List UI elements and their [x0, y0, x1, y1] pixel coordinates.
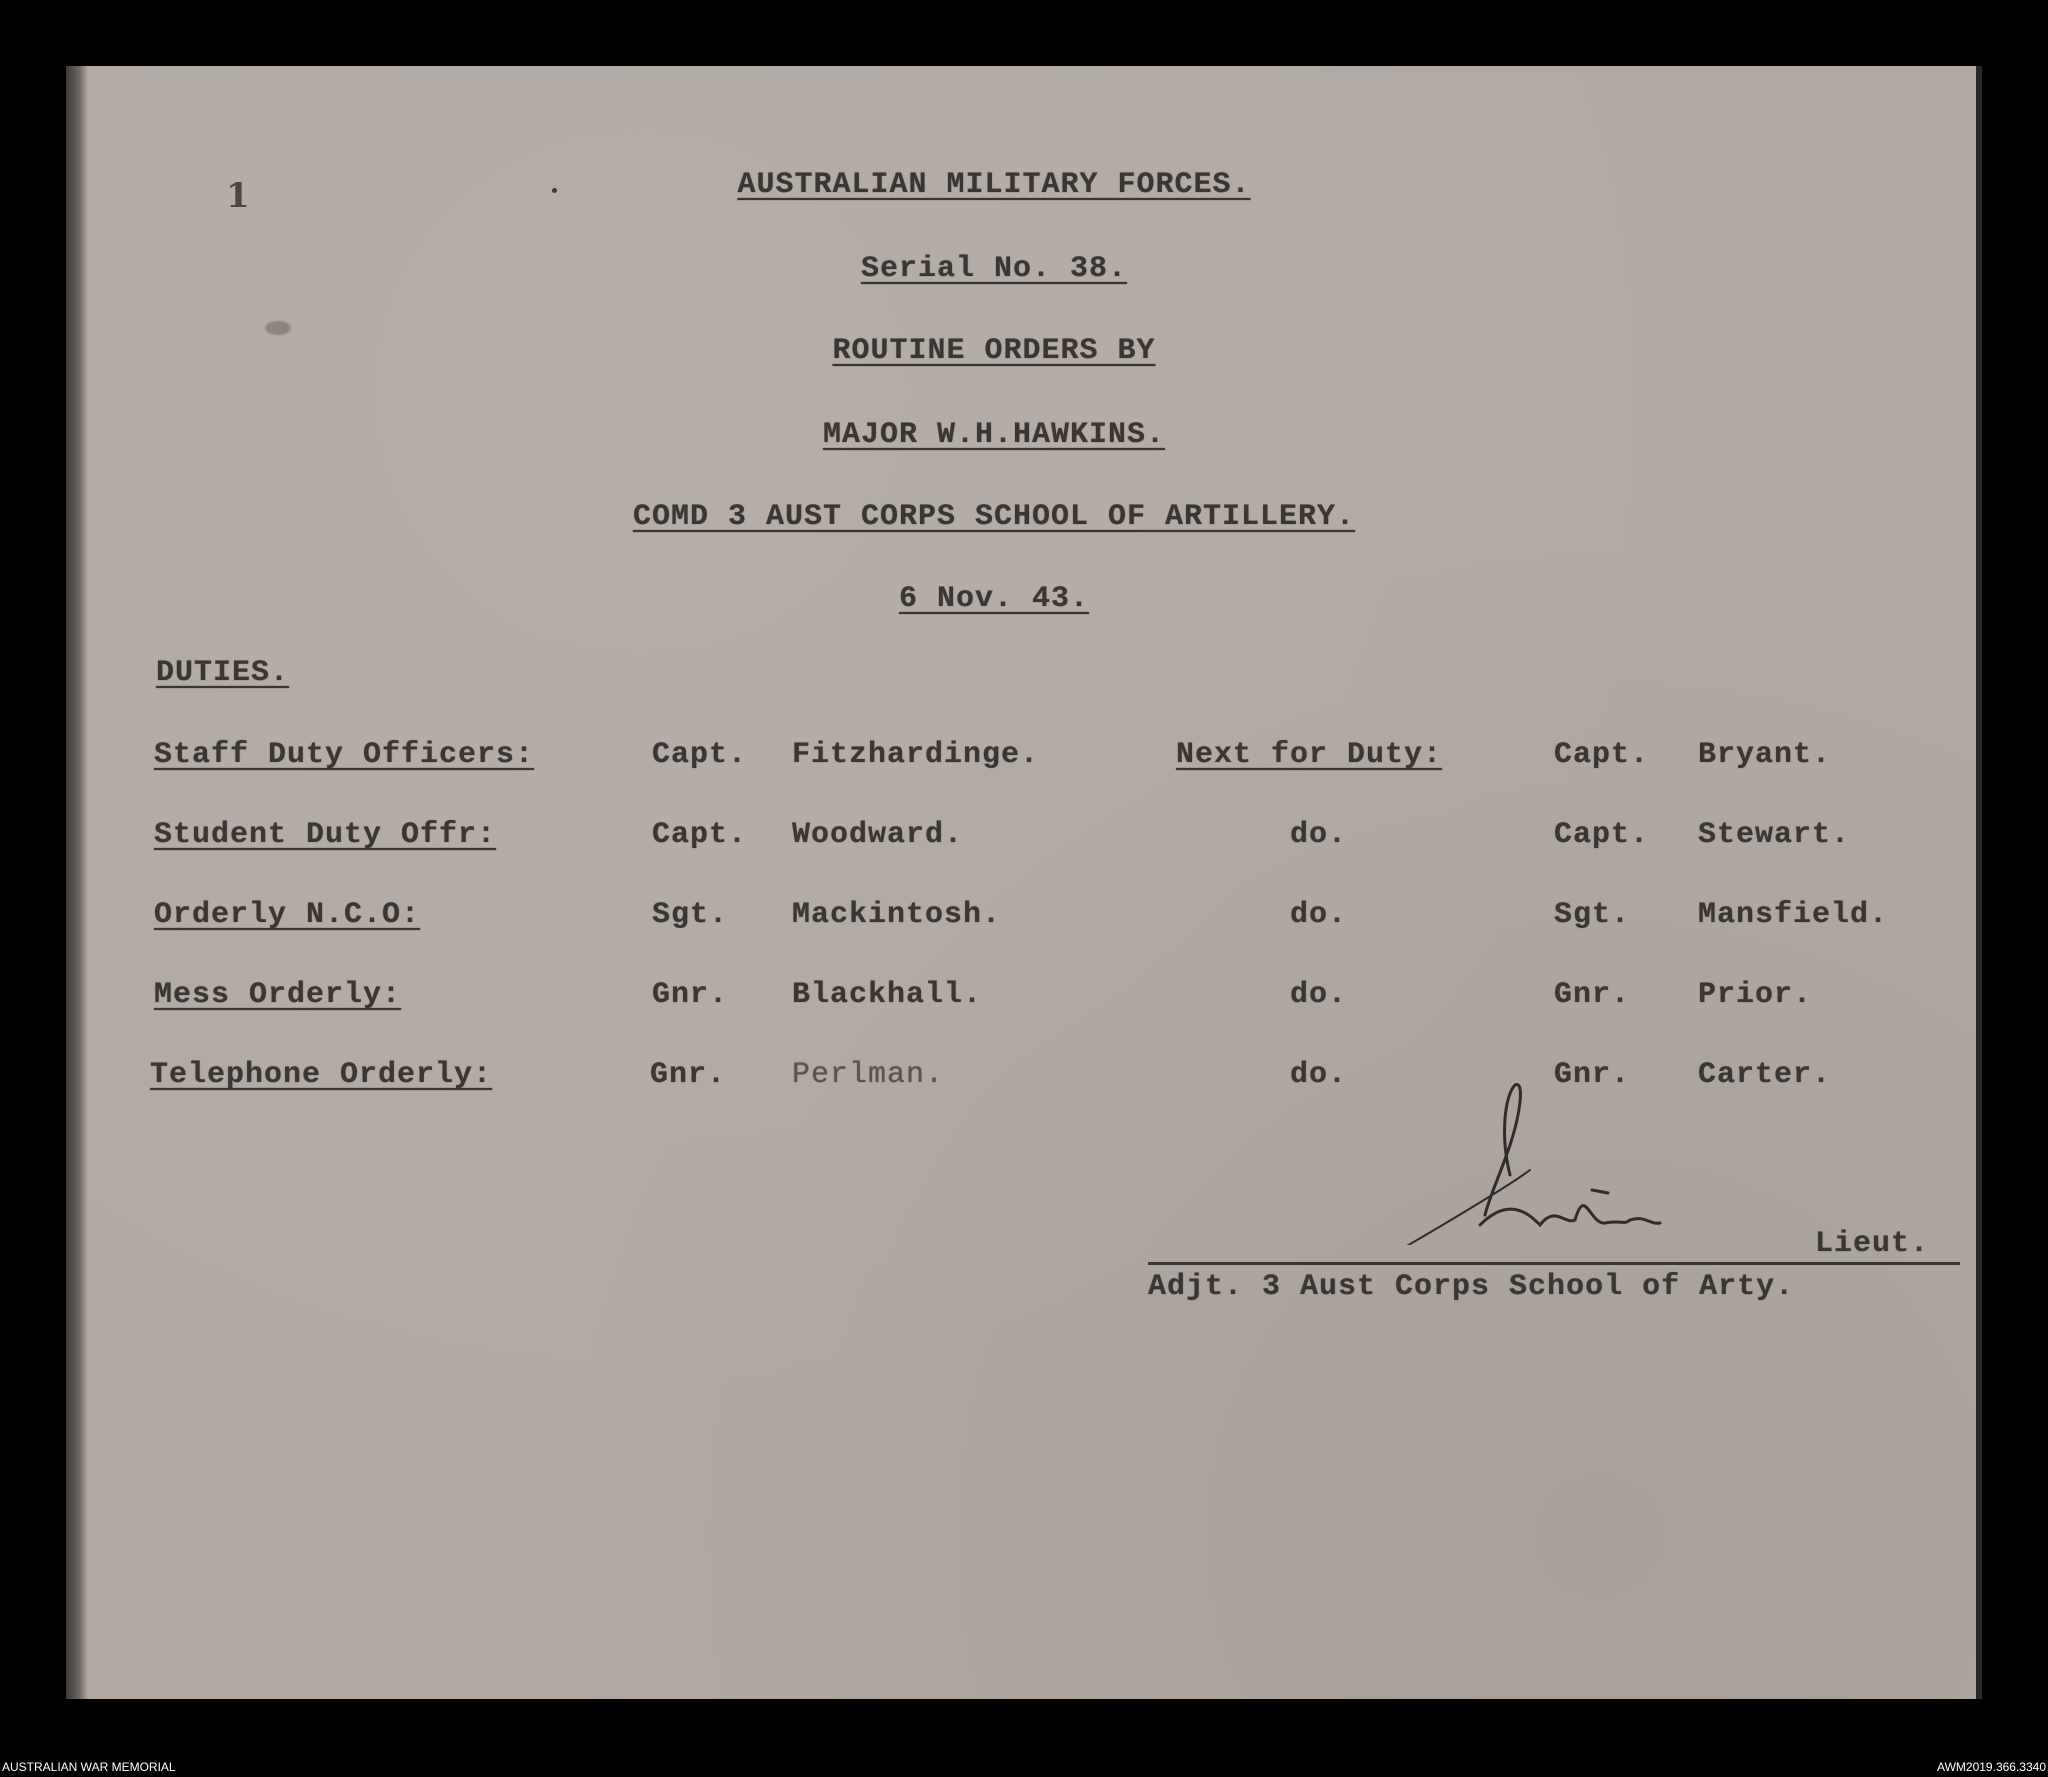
- duty-role: Staff Duty Officers:: [154, 738, 535, 772]
- page-left-edge: [66, 66, 88, 1699]
- duty-next-label: Next for Duty:: [1176, 738, 1443, 772]
- punch-hole-mark: [266, 322, 290, 334]
- duty-next-label: do.: [1290, 1058, 1348, 1092]
- signature-rank: Lieut.: [1815, 1227, 1930, 1261]
- duty-name: Perlman.: [792, 1058, 945, 1092]
- document-page: [66, 66, 1982, 1699]
- duty-rank: Capt.: [652, 738, 748, 772]
- duty-next-rank: Sgt.: [1554, 898, 1631, 932]
- header-serial: Serial No. 38.: [860, 252, 1128, 286]
- duty-rank: Capt.: [652, 818, 748, 852]
- duty-next-name: Prior.: [1698, 978, 1813, 1012]
- duty-role: Orderly N.C.O:: [154, 898, 421, 932]
- signature-title: Adjt. 3 Aust Corps School of Arty.: [1148, 1270, 1795, 1304]
- duty-rank: Gnr.: [652, 978, 729, 1012]
- duty-next-rank: Capt.: [1554, 818, 1650, 852]
- duty-next-rank: Capt.: [1554, 738, 1650, 772]
- header-date: 6 Nov. 43.: [898, 582, 1090, 616]
- header-comd: COMD 3 AUST CORPS SCHOOL OF ARTILLERY.: [632, 500, 1356, 534]
- duty-name: Woodward.: [792, 818, 964, 852]
- duty-next-rank: Gnr.: [1554, 1058, 1631, 1092]
- duty-role: Mess Orderly:: [154, 978, 402, 1012]
- duty-next-name: Stewart.: [1698, 818, 1851, 852]
- duty-next-label: do.: [1290, 818, 1348, 852]
- duty-next-label: do.: [1290, 898, 1348, 932]
- duty-next-name: Bryant.: [1698, 738, 1832, 772]
- duty-rank: Sgt.: [652, 898, 729, 932]
- footer-accession-number: AWM2019.366.3340: [1937, 1760, 2046, 1774]
- duty-role: Student Duty Offr:: [154, 818, 497, 852]
- duty-next-rank: Gnr.: [1554, 978, 1631, 1012]
- duty-name: Mackintosh.: [792, 898, 1002, 932]
- duty-next-name: Carter.: [1698, 1058, 1832, 1092]
- header-major: MAJOR W.H.HAWKINS.: [822, 418, 1166, 452]
- duty-name: Blackhall.: [792, 978, 983, 1012]
- duty-name: Fitzhardinge.: [792, 738, 1040, 772]
- duty-rank: Gnr.: [650, 1058, 727, 1092]
- footer-archive-name: AUSTRALIAN WAR MEMORIAL: [2, 1760, 176, 1774]
- header-routine-orders: ROUTINE ORDERS BY: [832, 334, 1156, 368]
- duty-role: Telephone Orderly:: [150, 1058, 493, 1092]
- section-title-duties: DUTIES.: [156, 656, 290, 690]
- header-forces: AUSTRALIAN MILITARY FORCES.: [737, 168, 1251, 202]
- handwritten-signature: [1360, 1075, 1790, 1245]
- duty-next-name: Mansfield.: [1698, 898, 1889, 932]
- duty-next-label: do.: [1290, 978, 1348, 1012]
- signature-line: [1148, 1262, 1960, 1265]
- page-number-mark: 1: [226, 176, 250, 216]
